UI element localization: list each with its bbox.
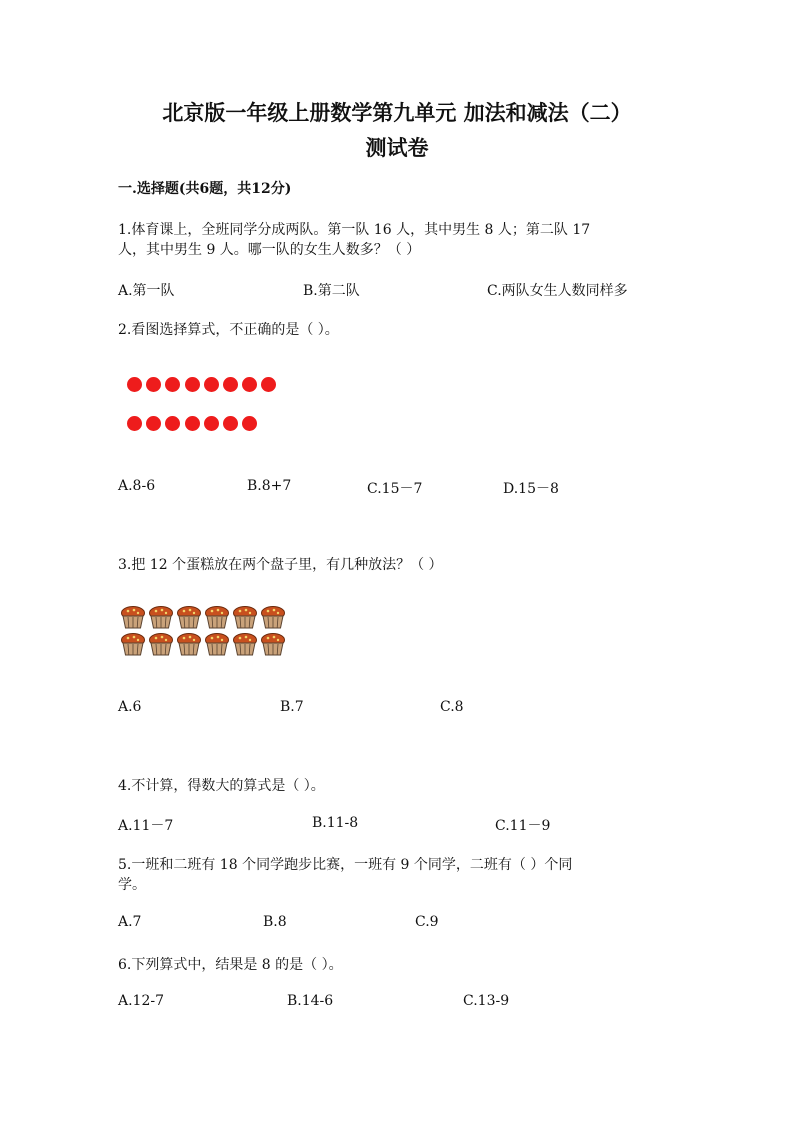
cupcake-icon <box>232 632 258 656</box>
question-1-option-c[interactable]: C.两队女生人数同样多 <box>487 283 628 299</box>
red-circle-icon <box>242 377 257 392</box>
question-1-option-a[interactable]: A.第一队 <box>118 283 175 299</box>
red-circle-icon <box>261 377 276 392</box>
red-circle-icon <box>165 416 180 431</box>
question-1-text-line2: 人，其中男生 9 人。哪一队的女生人数多？（ ） <box>118 242 421 258</box>
question-5-text-line2: 学。 <box>118 877 146 893</box>
cupcake-icon <box>148 605 174 629</box>
red-circle-icon <box>185 377 200 392</box>
page-title-line2: 测试卷 <box>365 135 429 160</box>
red-circle-icon <box>165 377 180 392</box>
question-3-option-b[interactable]: B.7 <box>280 699 304 715</box>
red-circle-icon <box>146 377 161 392</box>
cupcake-icon <box>260 632 286 656</box>
question-3-text: 3.把 12 个蛋糕放在两个盘子里，有几种放法？（ ） <box>118 557 443 573</box>
question-2-option-a[interactable]: A.8-6 <box>118 478 156 494</box>
section-heading: 一.选择题(共6题，共12分) <box>118 181 292 197</box>
red-circle-icon <box>127 377 142 392</box>
question-2-text: 2.看图选择算式，不正确的是（ ）。 <box>118 322 339 338</box>
red-circle-icon <box>146 416 161 431</box>
question-2-option-b[interactable]: B.8+7 <box>247 478 292 494</box>
question-4-option-b[interactable]: B.11-8 <box>312 815 359 831</box>
page-title: 北京版一年级上册数学第九单元 加法和减法（二） <box>162 100 632 125</box>
red-circle-icon <box>185 416 200 431</box>
red-circle-icon <box>242 416 257 431</box>
question-1-option-b[interactable]: B.第二队 <box>303 283 360 299</box>
question-6-option-a[interactable]: A.12-7 <box>118 993 165 1009</box>
question-3-option-c[interactable]: C.8 <box>440 699 464 715</box>
question-5-option-c[interactable]: C.9 <box>415 914 439 930</box>
red-circle-icon <box>223 377 238 392</box>
red-circle-icon <box>204 416 219 431</box>
red-circle-icon <box>223 416 238 431</box>
question-2-option-d[interactable]: D.15－8 <box>503 481 559 497</box>
cupcake-icon <box>204 605 230 629</box>
cupcake-icon <box>148 632 174 656</box>
question-6-option-c[interactable]: C.13-9 <box>463 993 510 1009</box>
red-circle-icon <box>127 416 142 431</box>
cupcake-icon <box>204 632 230 656</box>
question-3-option-a[interactable]: A.6 <box>118 699 142 715</box>
red-circle-icon <box>204 377 219 392</box>
question-1-text: 1.体育课上，全班同学分成两队。第一队 16 人，其中男生 8 人；第二队 17 <box>118 222 591 238</box>
question-4-option-a[interactable]: A.11－7 <box>118 818 174 834</box>
question-6-option-b[interactable]: B.14-6 <box>287 993 334 1009</box>
cupcake-icon <box>120 632 146 656</box>
question-5-option-a[interactable]: A.7 <box>118 914 142 930</box>
cupcake-icon <box>260 605 286 629</box>
question-2-option-c[interactable]: C.15－7 <box>367 481 423 497</box>
cupcake-icon <box>232 605 258 629</box>
cupcake-icon <box>176 632 202 656</box>
cupcake-icon <box>120 605 146 629</box>
question-6-text: 6.下列算式中，结果是 8 的是（ ）。 <box>118 957 343 973</box>
question-4-text: 4.不计算，得数大的算式是（ ）。 <box>118 778 325 794</box>
question-5-option-b[interactable]: B.8 <box>263 914 287 930</box>
question-5-text: 5.一班和二班有 18 个同学跑步比赛，一班有 9 个同学，二班有（ ）个同 <box>118 857 573 873</box>
question-4-option-c[interactable]: C.11－9 <box>495 818 551 834</box>
cupcake-icon <box>176 605 202 629</box>
